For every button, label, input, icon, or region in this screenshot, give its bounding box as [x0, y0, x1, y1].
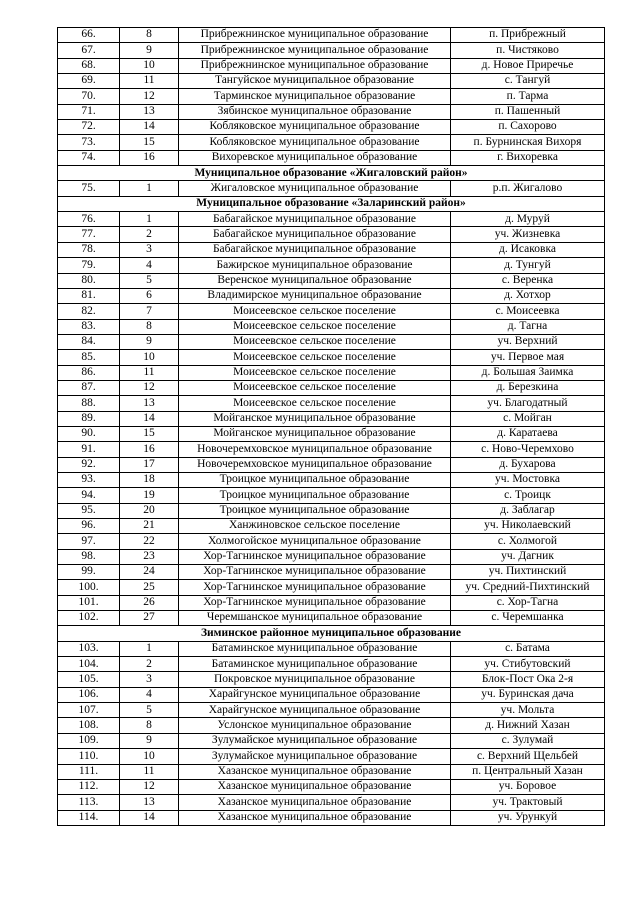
local-number-cell: 14 [120, 120, 179, 135]
row-number-cell: 88. [58, 396, 120, 411]
row-number-cell: 74. [58, 150, 120, 165]
table-row [58, 457, 605, 472]
table-row [58, 212, 605, 227]
table-row [58, 258, 605, 273]
table-row [58, 687, 605, 702]
municipality-cell: Прибрежнинское муниципальное образование [179, 43, 451, 58]
table-row [58, 549, 605, 564]
municipality-cell: Харайгунское муниципальное образование [179, 687, 451, 702]
settlement-cell: уч. Николаевский [451, 519, 605, 534]
settlement-cell: с. Тангуй [451, 74, 605, 89]
row-number-cell: 98. [58, 549, 120, 564]
row-number-cell: 106. [58, 687, 120, 702]
municipality-cell: Новочеремховское муниципальное образование [179, 457, 451, 472]
settlement-cell: п. Бурнинская Вихоря [451, 135, 605, 150]
table-row [58, 58, 605, 73]
row-number-cell: 110. [58, 749, 120, 764]
local-number-cell: 1 [120, 181, 179, 196]
table-row [58, 718, 605, 733]
row-number-cell: 70. [58, 89, 120, 104]
row-number-cell: 99. [58, 565, 120, 580]
local-number-cell: 16 [120, 150, 179, 165]
table-row [58, 488, 605, 503]
row-number-cell: 81. [58, 288, 120, 303]
municipality-cell: Холмогойское муниципальное образование [179, 534, 451, 549]
table-row [58, 288, 605, 303]
municipality-cell: Зулумайское муниципальное образование [179, 733, 451, 748]
settlement-cell: д. Бухарова [451, 457, 605, 472]
local-number-cell: 10 [120, 749, 179, 764]
row-number-cell: 83. [58, 319, 120, 334]
section-title: Муниципальное образование «Заларинский район» [58, 196, 605, 211]
table-row [58, 595, 605, 610]
settlement-cell: с. Холмогой [451, 534, 605, 549]
table-row [58, 779, 605, 794]
municipality-cell: Кобляковское муниципальное образование [179, 135, 451, 150]
municipality-cell: Моисеевское сельское поселение [179, 380, 451, 395]
municipality-cell: Моисеевское сельское поселение [179, 334, 451, 349]
municipality-cell: Новочеремховское муниципальное образование [179, 442, 451, 457]
row-number-cell: 105. [58, 672, 120, 687]
municipality-cell: Моисеевское сельское поселение [179, 365, 451, 380]
table-row [58, 611, 605, 626]
table-row [58, 43, 605, 58]
municipality-cell: Вихоревское муниципальное образование [179, 150, 451, 165]
local-number-cell: 11 [120, 764, 179, 779]
municipality-cell: Прибрежнинское муниципальное образование [179, 28, 451, 43]
local-number-cell: 11 [120, 74, 179, 89]
table-row [58, 304, 605, 319]
settlement-cell: уч. Средний-Пихтинский [451, 580, 605, 595]
municipality-cell: Веренское муниципальное образование [179, 273, 451, 288]
row-number-cell: 76. [58, 212, 120, 227]
municipality-cell: Бабагайское муниципальное образование [179, 212, 451, 227]
table-row [58, 334, 605, 349]
row-number-cell: 84. [58, 334, 120, 349]
row-number-cell: 96. [58, 519, 120, 534]
settlement-cell: с. Троицк [451, 488, 605, 503]
municipality-cell: Батаминское муниципальное образование [179, 641, 451, 656]
municipality-cell: Черемшанское муниципальное образование [179, 611, 451, 626]
local-number-cell: 13 [120, 104, 179, 119]
row-number-cell: 72. [58, 120, 120, 135]
local-number-cell: 23 [120, 549, 179, 564]
table-row [58, 810, 605, 825]
local-number-cell: 5 [120, 273, 179, 288]
municipality-cell: Троицкое муниципальное образование [179, 488, 451, 503]
local-number-cell: 20 [120, 503, 179, 518]
settlement-cell: уч. Пихтинский [451, 565, 605, 580]
settlement-cell: уч. Мостовка [451, 472, 605, 487]
local-number-cell: 21 [120, 519, 179, 534]
municipality-cell: Услонское муниципальное образование [179, 718, 451, 733]
local-number-cell: 11 [120, 365, 179, 380]
row-number-cell: 79. [58, 258, 120, 273]
table-row [58, 703, 605, 718]
table-row [58, 733, 605, 748]
settlement-cell: г. Вихоревка [451, 150, 605, 165]
table-row [58, 350, 605, 365]
row-number-cell: 103. [58, 641, 120, 656]
table-row [58, 273, 605, 288]
local-number-cell: 15 [120, 426, 179, 441]
row-number-cell: 73. [58, 135, 120, 150]
local-number-cell: 12 [120, 89, 179, 104]
settlement-cell: с. Верхний Щельбей [451, 749, 605, 764]
settlements-table [57, 27, 605, 826]
row-number-cell: 108. [58, 718, 120, 733]
local-number-cell: 17 [120, 457, 179, 472]
table-row [58, 641, 605, 656]
table-row [58, 503, 605, 518]
local-number-cell: 7 [120, 304, 179, 319]
row-number-cell: 102. [58, 611, 120, 626]
table-row [58, 411, 605, 426]
section-header-row [58, 196, 605, 211]
municipality-cell: Покровское муниципальное образование [179, 672, 451, 687]
local-number-cell: 9 [120, 43, 179, 58]
municipality-cell: Троицкое муниципальное образование [179, 472, 451, 487]
row-number-cell: 80. [58, 273, 120, 288]
row-number-cell: 87. [58, 380, 120, 395]
local-number-cell: 1 [120, 641, 179, 656]
settlement-cell: п. Тарма [451, 89, 605, 104]
table-row [58, 672, 605, 687]
settlement-cell: д. Новое Приречье [451, 58, 605, 73]
table-row [58, 89, 605, 104]
settlement-cell: д. Исаковка [451, 242, 605, 257]
local-number-cell: 24 [120, 565, 179, 580]
local-number-cell: 4 [120, 258, 179, 273]
settlement-cell: Блок-Пост Ока 2-я [451, 672, 605, 687]
settlement-cell: уч. Боровое [451, 779, 605, 794]
municipality-cell: Бабагайское муниципальное образование [179, 242, 451, 257]
table-row [58, 104, 605, 119]
settlement-cell: с. Зулумай [451, 733, 605, 748]
row-number-cell: 111. [58, 764, 120, 779]
settlement-cell: д. Тагна [451, 319, 605, 334]
row-number-cell: 77. [58, 227, 120, 242]
row-number-cell: 67. [58, 43, 120, 58]
municipality-cell: Мойганское муниципальное образование [179, 426, 451, 441]
municipality-cell: Моисеевское сельское поселение [179, 319, 451, 334]
settlement-cell: с. Черемшанка [451, 611, 605, 626]
table-row [58, 426, 605, 441]
local-number-cell: 8 [120, 319, 179, 334]
local-number-cell: 1 [120, 212, 179, 227]
municipality-cell: Зулумайское муниципальное образование [179, 749, 451, 764]
municipality-cell: Хазанское муниципальное образование [179, 764, 451, 779]
municipality-cell: Бабагайское муниципальное образование [179, 227, 451, 242]
settlement-cell: с. Мойган [451, 411, 605, 426]
table-row [58, 74, 605, 89]
municipality-cell: Хазанское муниципальное образование [179, 779, 451, 794]
row-number-cell: 82. [58, 304, 120, 319]
row-number-cell: 109. [58, 733, 120, 748]
settlement-cell: п. Центральный Хазан [451, 764, 605, 779]
settlement-cell: д. Каратаева [451, 426, 605, 441]
settlement-cell: уч. Дагник [451, 549, 605, 564]
row-number-cell: 112. [58, 779, 120, 794]
row-number-cell: 113. [58, 795, 120, 810]
table-row [58, 580, 605, 595]
row-number-cell: 94. [58, 488, 120, 503]
row-number-cell: 66. [58, 28, 120, 43]
table-body [58, 28, 605, 826]
table-row [58, 749, 605, 764]
row-number-cell: 68. [58, 58, 120, 73]
local-number-cell: 8 [120, 718, 179, 733]
municipality-cell: Тарминское муниципальное образование [179, 89, 451, 104]
settlement-cell: уч. Благодатный [451, 396, 605, 411]
row-number-cell: 97. [58, 534, 120, 549]
settlement-cell: с. Хор-Тагна [451, 595, 605, 610]
section-title: Зиминское районное муниципальное образование [58, 626, 605, 641]
settlement-cell: уч. Урункуй [451, 810, 605, 825]
local-number-cell: 9 [120, 334, 179, 349]
row-number-cell: 107. [58, 703, 120, 718]
local-number-cell: 14 [120, 411, 179, 426]
settlement-cell: с. Ново-Черемхово [451, 442, 605, 457]
municipality-cell: Моисеевское сельское поселение [179, 304, 451, 319]
table-row [58, 764, 605, 779]
local-number-cell: 19 [120, 488, 179, 503]
local-number-cell: 12 [120, 380, 179, 395]
local-number-cell: 10 [120, 58, 179, 73]
settlement-cell: д. Хотхор [451, 288, 605, 303]
settlement-cell: р.п. Жигалово [451, 181, 605, 196]
municipality-cell: Кобляковское муниципальное образование [179, 120, 451, 135]
row-number-cell: 85. [58, 350, 120, 365]
row-number-cell: 69. [58, 74, 120, 89]
settlement-cell: уч. Буринская дача [451, 687, 605, 702]
table-row [58, 242, 605, 257]
municipality-cell: Хор-Тагнинское муниципальное образование [179, 549, 451, 564]
local-number-cell: 3 [120, 672, 179, 687]
settlement-cell: п. Чистяково [451, 43, 605, 58]
local-number-cell: 15 [120, 135, 179, 150]
table-row [58, 380, 605, 395]
section-title: Муниципальное образование «Жигаловский район» [58, 166, 605, 181]
settlement-cell: д. Тунгуй [451, 258, 605, 273]
local-number-cell: 9 [120, 733, 179, 748]
row-number-cell: 92. [58, 457, 120, 472]
municipality-cell: Прибрежнинское муниципальное образование [179, 58, 451, 73]
settlement-cell: д. Большая Заимка [451, 365, 605, 380]
table-row [58, 319, 605, 334]
municipality-cell: Мойганское муниципальное образование [179, 411, 451, 426]
settlement-cell: уч. Мольта [451, 703, 605, 718]
local-number-cell: 6 [120, 288, 179, 303]
municipality-cell: Моисеевское сельское поселение [179, 396, 451, 411]
table-row [58, 442, 605, 457]
table-row [58, 565, 605, 580]
local-number-cell: 13 [120, 795, 179, 810]
local-number-cell: 22 [120, 534, 179, 549]
settlement-cell: д. Муруй [451, 212, 605, 227]
municipality-cell: Троицкое муниципальное образование [179, 503, 451, 518]
row-number-cell: 89. [58, 411, 120, 426]
settlement-cell: уч. Стибутовский [451, 657, 605, 672]
municipality-cell: Хазанское муниципальное образование [179, 810, 451, 825]
row-number-cell: 71. [58, 104, 120, 119]
local-number-cell: 13 [120, 396, 179, 411]
settlement-cell: с. Веренка [451, 273, 605, 288]
local-number-cell: 2 [120, 657, 179, 672]
local-number-cell: 14 [120, 810, 179, 825]
local-number-cell: 25 [120, 580, 179, 595]
settlement-cell: с. Моисеевка [451, 304, 605, 319]
row-number-cell: 78. [58, 242, 120, 257]
section-header-row [58, 166, 605, 181]
table-row [58, 181, 605, 196]
local-number-cell: 8 [120, 28, 179, 43]
row-number-cell: 75. [58, 181, 120, 196]
table-row [58, 534, 605, 549]
settlement-cell: уч. Жизневка [451, 227, 605, 242]
municipality-cell: Ханжиновское сельское поселение [179, 519, 451, 534]
row-number-cell: 100. [58, 580, 120, 595]
settlement-cell: д. Нижний Хазан [451, 718, 605, 733]
local-number-cell: 5 [120, 703, 179, 718]
settlement-cell: д. Заблагар [451, 503, 605, 518]
row-number-cell: 90. [58, 426, 120, 441]
municipality-cell: Бажирское муниципальное образование [179, 258, 451, 273]
table-row [58, 120, 605, 135]
municipality-cell: Зябинское муниципальное образование [179, 104, 451, 119]
municipality-cell: Хор-Тагнинское муниципальное образование [179, 565, 451, 580]
municipality-cell: Батаминское муниципальное образование [179, 657, 451, 672]
local-number-cell: 10 [120, 350, 179, 365]
municipality-cell: Жигаловское муниципальное образование [179, 181, 451, 196]
municipality-cell: Харайгунское муниципальное образование [179, 703, 451, 718]
table-row [58, 519, 605, 534]
settlement-cell: п. Сахорово [451, 120, 605, 135]
table-row [58, 365, 605, 380]
local-number-cell: 4 [120, 687, 179, 702]
municipality-cell: Владимирское муниципальное образование [179, 288, 451, 303]
local-number-cell: 16 [120, 442, 179, 457]
table-row [58, 150, 605, 165]
table-row [58, 28, 605, 43]
table-row [58, 396, 605, 411]
municipality-cell: Хазанское муниципальное образование [179, 795, 451, 810]
settlement-cell: п. Пашенный [451, 104, 605, 119]
local-number-cell: 26 [120, 595, 179, 610]
row-number-cell: 104. [58, 657, 120, 672]
local-number-cell: 18 [120, 472, 179, 487]
row-number-cell: 95. [58, 503, 120, 518]
row-number-cell: 86. [58, 365, 120, 380]
row-number-cell: 101. [58, 595, 120, 610]
municipality-cell: Хор-Тагнинское муниципальное образование [179, 595, 451, 610]
local-number-cell: 2 [120, 227, 179, 242]
municipality-cell: Хор-Тагнинское муниципальное образование [179, 580, 451, 595]
table-row [58, 657, 605, 672]
settlement-cell: с. Батама [451, 641, 605, 656]
settlement-cell: д. Березкина [451, 380, 605, 395]
row-number-cell: 93. [58, 472, 120, 487]
table-row [58, 472, 605, 487]
table-row [58, 227, 605, 242]
local-number-cell: 3 [120, 242, 179, 257]
table-row [58, 795, 605, 810]
settlement-cell: уч. Трактовый [451, 795, 605, 810]
settlement-cell: уч. Верхний [451, 334, 605, 349]
row-number-cell: 91. [58, 442, 120, 457]
table-row [58, 135, 605, 150]
row-number-cell: 114. [58, 810, 120, 825]
section-header-row [58, 626, 605, 641]
local-number-cell: 12 [120, 779, 179, 794]
local-number-cell: 27 [120, 611, 179, 626]
settlement-cell: уч. Первое мая [451, 350, 605, 365]
settlement-cell: п. Прибрежный [451, 28, 605, 43]
municipality-cell: Моисеевское сельское поселение [179, 350, 451, 365]
municipality-cell: Тангуйское муниципальное образование [179, 74, 451, 89]
